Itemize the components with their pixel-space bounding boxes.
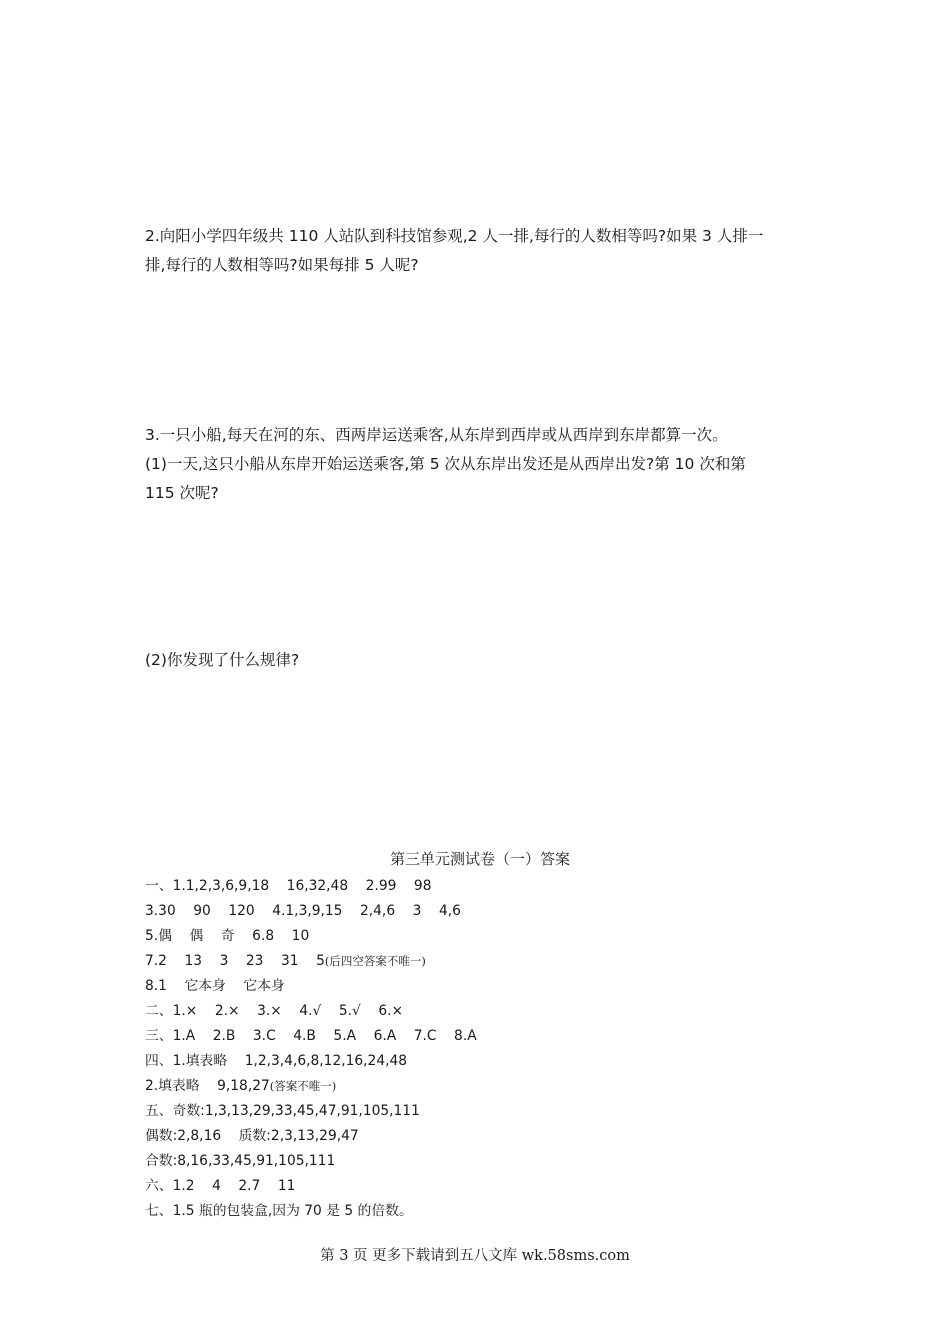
question-3-part-2 [145,646,815,675]
question-2 [145,222,815,280]
answer-line: 四、1.填表略 1,2,3,4,6,8,12,16,24,48 [145,1053,408,1069]
answer-note: (后四空答案不唯一) [324,954,426,968]
question-3-line-2: (1)一天,这只小船从东岸开始运送乘客,第 5 次从东岸出发还是从西岸出发?第 10 次和第 [145,455,746,473]
answer-line: 8.1 它本身 它本身 [145,978,285,994]
answer-line: 偶数:2,8,16 质数:2,3,13,29,47 [145,1128,359,1144]
answer-key-title: 第三单元测试卷（一）答案 [389,850,570,868]
answer-line: 六、1.2 4 2.7 11 [145,1178,296,1194]
question-2-line-2: 排,每行的人数相等吗?如果每排 5 人呢? [145,256,419,274]
answer-line: 3.30 90 120 4.1,3,9,15 2,4,6 3 4,6 [145,903,461,919]
question-2-line-1: 2.向阳小学四年级共 110 人站队到科技馆参观,2 人一排,每行的人数相等吗?如果 3 人排一 [145,227,764,245]
question-3-sub-2: (2)你发现了什么规律? [145,651,300,669]
answer-line: 二、1.× 2.× 3.× 4.√ 5.√ 6.× [145,1003,404,1019]
answer-line: 三、1.A 2.B 3.C 4.B 5.A 6.A 7.C 8.A [145,1028,477,1044]
answer-line: 5.偶 偶 奇 6.8 10 [145,928,310,944]
answer-line: 2.填表略 9,18,27(答案不唯一) [145,1078,337,1094]
answer-line: 五、奇数:1,3,13,29,33,45,47,91,105,111 [145,1103,420,1119]
answer-line: 七、1.5 瓶的包装盒,因为 70 是 5 的倍数。 [145,1203,413,1219]
question-3-line-1: 3.一只小船,每天在河的东、西两岸运送乘客,从东岸到西岸或从西岸到东岸都算一次。 [145,426,728,444]
answer-line: 一、1.1,2,3,6,9,18 16,32,48 2.99 98 [145,878,432,894]
question-3 [145,421,815,508]
answer-key [145,846,815,1224]
page-footer: 第 3 页 更多下载请到五八文库 wk.58sms.com [320,1248,630,1264]
answer-line: 合数:8,16,33,45,91,105,111 [145,1153,336,1169]
answer-line: 7.2 13 3 23 31 5(后四空答案不唯一) [145,953,426,969]
question-3-line-3: 115 次呢? [145,484,219,502]
answer-note: (答案不唯一) [269,1079,337,1093]
